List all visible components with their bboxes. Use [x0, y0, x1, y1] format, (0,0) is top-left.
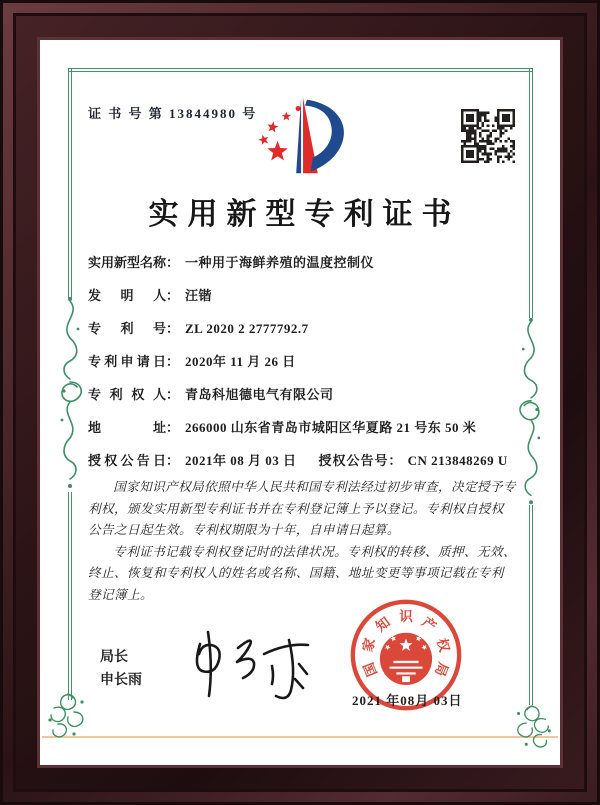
field-row-patent-number: 专利号： ZL 2020 2 2777792.7 [88, 319, 518, 339]
green-border-left-lower [68, 492, 72, 700]
director-block [100, 646, 142, 692]
cnipa-logo-icon [256, 94, 354, 178]
field-row-utility-model-name: 实用新型名称： 一种用于海鲜养殖的温度控制仪 [88, 253, 518, 273]
legal-paragraph-1: 国家知识产权局依照中华人民共和国专利法经过初步审查，决定授予专利权，颁发实用新型专利证书并在专利登记簿上予以登记。专利权自授权公告之日起生效。专利权期限为十年，自申请日起算。 [88, 480, 516, 537]
left-flourish-ornament-icon [57, 294, 83, 494]
field-value: 266000 山东省青岛市城阳区华夏路 21 号东 50 米 [185, 420, 477, 435]
svg-text:家: 家 [359, 636, 378, 654]
right-flourish-ornament-icon [518, 315, 544, 510]
seal-date: 2021 年08月 03日 [352, 693, 463, 708]
svg-text:知: 知 [373, 614, 393, 635]
green-border-right-lower [529, 505, 533, 705]
green-border-left-upper [68, 68, 72, 298]
field-row-filing-date: 专利申请日： 2020年 11 月 26 日 [88, 352, 518, 372]
bottom-tan-rule [42, 736, 558, 738]
director-name: 申长雨 [100, 673, 142, 688]
field-label: 实用新型名称 [88, 255, 167, 270]
field-value: ZL 2020 2 2777792.7 [185, 321, 309, 336]
certificate-number: 证 书 号 第 13844980 号 [88, 106, 258, 121]
field-label: 授权公告日 [88, 453, 166, 468]
field-row-grant: 授权公告日： 2021年 08 月 03 日 授权公告号： CN 213848269 U [88, 451, 518, 471]
field-label: 专利号 [88, 321, 166, 336]
field-row-address: 地址： 266000 山东省青岛市城阳区华夏路 21 号东 50 米 [88, 418, 518, 438]
director-signature-icon [168, 624, 318, 706]
green-border-top [68, 68, 533, 72]
field-value: 青岛科旭德电气有限公司 [185, 387, 334, 402]
field-label: 地址 [88, 420, 166, 435]
seal-national-emblem-icon [380, 633, 432, 685]
grant-number-label: 授权公告号 [318, 453, 389, 468]
legal-paragraph-2: 专利证书记载专利权登记时的法律状况。专利权的转移、质押、无效、终止、恢复和专利权人的姓名或名称、国籍、地址变更等事项记载在专利登记簿上。 [88, 544, 516, 602]
svg-text:产: 产 [419, 614, 439, 635]
certificate-fields [88, 253, 518, 471]
field-value: 2020年 11 月 26 日 [185, 354, 296, 369]
svg-text:局: 局 [432, 660, 452, 679]
field-label: 专利权人 [88, 387, 166, 402]
field-label: 发明人 [88, 288, 166, 303]
svg-text:权: 权 [434, 636, 453, 654]
bottom-left-leaf-cluster-icon [44, 690, 92, 740]
director-title: 局长 [100, 650, 128, 665]
grant-number-value: CN 213848269 U [407, 453, 508, 468]
field-row-patentee: 专利权人： 青岛科旭德电气有限公司 [88, 385, 518, 405]
svg-text:识: 识 [399, 609, 413, 625]
svg-text:国: 国 [360, 660, 380, 679]
field-row-inventor: 发明人： 汪锴 [88, 286, 518, 306]
field-value: 汪锴 [185, 288, 213, 303]
bottom-right-leaf-cluster-icon [506, 702, 558, 750]
field-value: 一种用于海鲜养殖的温度控制仪 [185, 255, 375, 270]
legal-text-block [88, 477, 516, 606]
field-value: 2021年 08 月 03 日 [185, 453, 297, 468]
qr-code [461, 109, 515, 163]
field-label: 专利申请日 [88, 354, 166, 369]
certificate-title: 实用新型专利证书 [148, 198, 461, 231]
